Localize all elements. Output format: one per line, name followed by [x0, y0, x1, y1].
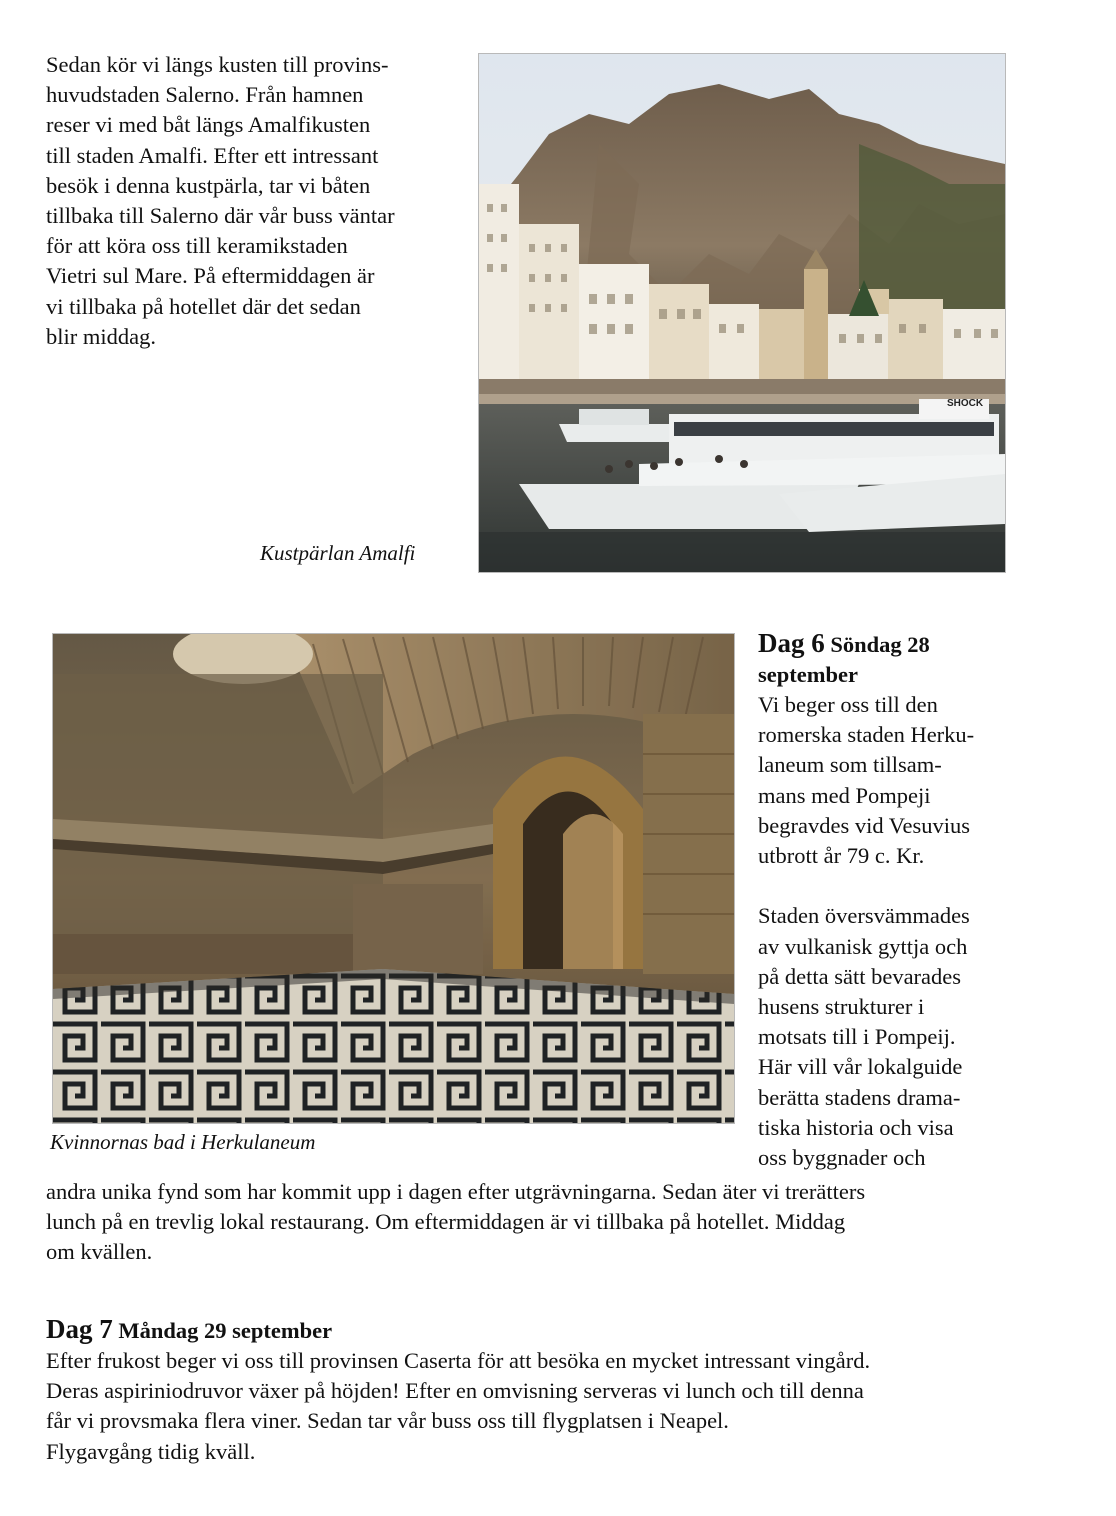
day6-line: av vulkanisk gyttja och	[758, 933, 968, 959]
day7-section	[46, 1314, 1096, 1467]
day6-full-line: andra unika fynd som har kommit upp i dagen efter utgrävningarna. Sedan äter vi trerätters	[46, 1179, 866, 1204]
day7-date: Måndag 29 september	[118, 1318, 333, 1343]
day6-side-text	[758, 690, 1098, 1173]
herculaneum-photo	[52, 633, 735, 1124]
herculaneum-caption: Kvinnornas bad i Herkulaneum	[50, 1130, 316, 1154]
day6-line: berätta stadens drama-	[758, 1084, 961, 1110]
intro-line: huvudstaden Salerno. Från hamnen	[46, 82, 364, 108]
day7-line: Efter frukost beger vi oss till provinsen Caserta för att besöka en mycket intressant vingård.	[46, 1348, 871, 1373]
day6-full-line: om kvällen.	[46, 1239, 153, 1265]
intro-line: Sedan kör vi längs kusten till provins-	[46, 52, 389, 77]
day6-line: romerska staden Herku-	[758, 722, 975, 748]
day6-heading	[758, 628, 1098, 690]
day6-date-line2: september	[758, 662, 858, 687]
day6-line: motsats till i Pompeij.	[758, 1024, 956, 1050]
amalfi-caption: Kustpärlan Amalfi	[260, 541, 416, 565]
day6-line: på detta sätt bevarades	[758, 963, 962, 989]
day7-line: Deras aspiriniodruvor växer på höjden! Efter en omvisning serveras vi lunch och till denna	[46, 1378, 864, 1404]
day7-label: Dag 7	[46, 1314, 113, 1344]
day6-line: Här vill vår lokalguide	[758, 1054, 963, 1080]
day6-full-line: lunch på en trevlig lokal restaurang. Om eftermiddagen är vi tillbaka på hotellet. Middag	[46, 1209, 846, 1235]
day6-line	[758, 871, 1098, 901]
day7-heading	[46, 1314, 1096, 1346]
day6-date-line1: Söndag 28	[830, 632, 930, 657]
intro-line: vi tillbaka på hotellet där det sedan	[46, 293, 361, 319]
amalfi-photo	[478, 53, 1006, 573]
day6-line: utbrott år 79 c. Kr.	[758, 843, 925, 869]
intro-line: till staden Amalfi. Efter ett intressant	[46, 142, 379, 168]
day7-line: Flygavgång tidig kväll.	[46, 1438, 256, 1464]
day7-line: får vi provsmaka flera viner. Sedan tar vår buss oss till flygplatsen i Neapel.	[46, 1408, 729, 1434]
day6-label: Dag 6	[758, 628, 825, 658]
day6-continuation	[46, 1177, 1086, 1268]
intro-line: reser vi med båt längs Amalfikusten	[46, 112, 371, 138]
day6-line: mans med Pompeji	[758, 782, 931, 808]
day6-line: laneum som tillsam-	[758, 752, 942, 778]
day6-line: begravdes vid Vesuvius	[758, 812, 971, 838]
day6-line: Vi beger oss till den	[758, 692, 938, 717]
intro-line: blir middag.	[46, 323, 156, 349]
day6-line: Staden översvämmades	[758, 903, 970, 929]
intro-line: för att köra oss till keramikstaden	[46, 233, 348, 259]
day6-line: tiska historia och visa	[758, 1114, 954, 1140]
intro-line: Vietri sul Mare. På eftermiddagen är	[46, 263, 375, 289]
intro-line: tillbaka till Salerno där vår buss väntar	[46, 203, 395, 229]
intro-paragraph	[46, 50, 466, 352]
intro-line: besök i denna kustpärla, tar vi båten	[46, 172, 371, 198]
boat-sign: SHOCK	[947, 398, 984, 409]
day6-line: oss byggnader och	[758, 1145, 926, 1171]
day6-line: husens strukturer i	[758, 994, 925, 1020]
